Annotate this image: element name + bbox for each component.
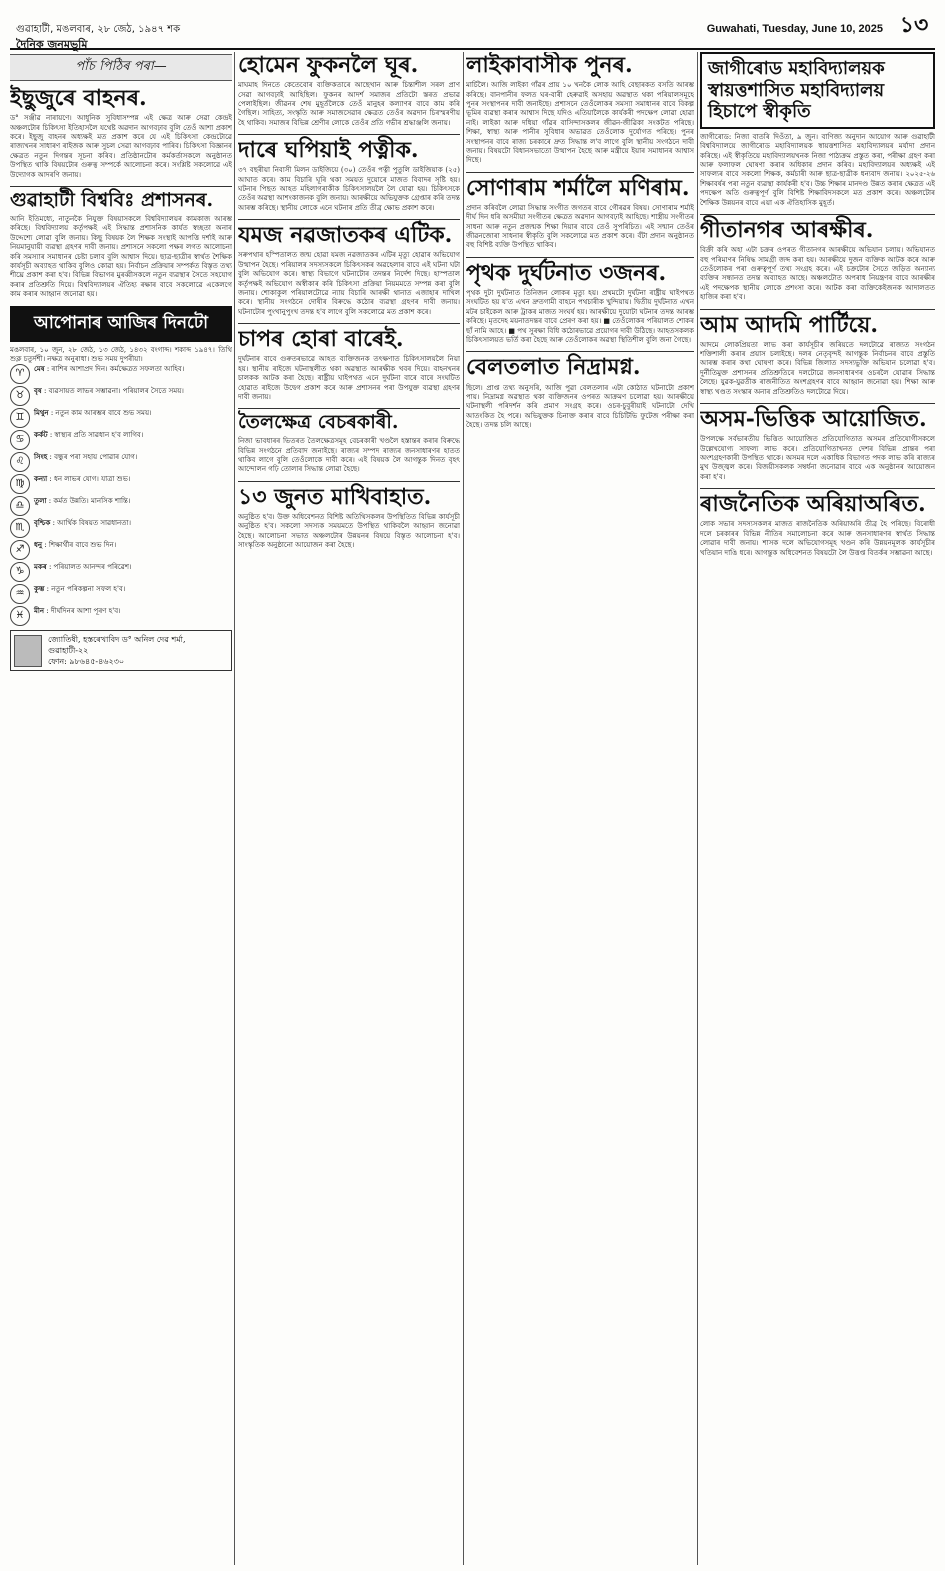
divider [700,488,935,489]
horoscope-text: মিথুন : নতুন কাম আৰম্ভৰ বাবে শুভ সময়। [34,408,152,418]
zodiac-name: সিংহ [34,452,48,462]
zodiac-forecast: আৰ্থিক বিষয়ত সাৱধানতা। [57,519,132,528]
horoscope-intro: মঙলবাৰ, ১০ জুন, ২৮ জেঠ, ১৩ জেঠ, ১৪৩২ বংগাব্দ। শকাব্দ ১৯৪৭। তিথি শুক্ল চতুৰ্দশী। নক্ষত্ৰ অনুৰাধা। শুভ সময় দুপৰীয়া। [10,345,232,363]
zodiac-icon: ♑ [10,562,30,582]
article-gu-admin [10,188,232,300]
article-laika [466,54,694,166]
headline: পৃথক দুৰ্ঘটনাত ৩জনৰ. [466,259,667,286]
horoscope-item [10,408,232,428]
masthead-date-english: Guwahati, Tuesday, June 10, 2025 [706,23,883,35]
zodiac-icon: ♈ [10,364,30,384]
headline: আম আদমি পাৰ্টিয়ে. [700,311,878,338]
zodiac-forecast: শিক্ষাৰ্থীৰ বাবে শুভ দিন। [48,541,117,550]
horoscope-text: মেষ : ৰাশিৰ আশাপ্ৰদ দিন। কৰ্মক্ষেত্ৰত সফলতা আহিব। [34,364,185,374]
horoscope-item [10,496,232,516]
headline: ইছুজুৰে বাহনৰ. [10,85,147,111]
zodiac-icon: ♍ [10,474,30,494]
zodiac-name: মেষ [34,364,45,374]
article-june13 [238,483,460,551]
zodiac-forecast: পৰিয়ালত আনন্দৰ পৰিৱেশ। [53,563,132,572]
horoscope-text: কন্যা : ধন লাভৰ যোগ। যাত্ৰা শুভ। [34,474,131,484]
divider [238,219,460,220]
horoscope-item [10,386,232,406]
zodiac-forecast: ধন লাভৰ যোগ। যাত্ৰা শুভ। [53,475,131,484]
headline: সোণাৰাম শৰ্মালৈ মণিৰাম. [466,174,690,201]
article-ichuju [10,87,232,180]
column-1 [10,52,232,1565]
horoscope-item [10,364,232,384]
horoscope-text: ধনু : শিক্ষাৰ্থীৰ বাবে শুভ দিন। [34,540,117,550]
headline: জাগীৰোড মহাবিদ্যালয়ক স্বায়ত্তশাসিত মহাবিদ্যালয় হিচাপে স্বীকৃতি [700,52,935,129]
horoscope-item [10,474,232,494]
horoscope-text: কৰ্কট : স্বাস্থ্যৰ প্ৰতি সাৱধান হ'ব লাগিব। [34,430,144,440]
horoscope-item [10,430,232,450]
astrologer-box [10,630,232,671]
headline: তৈলক্ষেত্ৰ বেচৰকাৰী. [238,411,399,434]
paper-name: দৈনিক জনমভূমি [16,38,88,51]
zodiac-forecast: ৰাশিৰ আশাপ্ৰদ দিন। কৰ্মক্ষেত্ৰত সফলতা আহিব। [51,365,185,374]
divider [238,481,460,482]
horoscope-text: বৃষ : ব্যৱসায়ত লাভৰ সম্ভাৱনা। পৰিয়ালৰ সৈতে সময়। [34,386,184,396]
horoscope-item [10,518,232,538]
headline: গীতানগৰ আৰক্ষীৰ. [700,217,874,244]
divider [238,323,460,324]
article-body: জাগীৰোড: নিজা বাতৰি দিওঁতা, ৯ জুন। বাণিজ্য অনুদান আয়োগ আৰু গুৱাহাটী বিশ্ববিদ্যালয়ে জাগীৰোড মহাবিদ্যালয়ক স্বায়ত্তশাসিত মহাবিদ্যালয়ৰ মৰ্যাদা প্ৰদান কৰিছে। এই স্বীকৃতিয়ে মহাবিদ্যালয়খনক নিজা পাঠ্যক্ৰম প্ৰস্তুত কৰা, পৰীক্ষা গ্ৰহণ কৰা আৰু ফলাফল ঘোষণা কৰাৰ অধিকাৰ প্ৰদান কৰিব। মহাবিদ্যালয়ৰ অধ্যক্ষই এই সাফল্যৰ বাবে সকলো শিক্ষক, কৰ্মচাৰী আৰু ছাত্ৰ-ছাত্ৰীক ধন্যবাদ জনায়। ২০২৫-২৬ শিক্ষাবৰ্ষৰ পৰা নতুন ব্যৱস্থা কাৰ্যকৰী হ'ব। উচ্চ শিক্ষাৰ মানদণ্ড উন্নত কৰাৰ ক্ষেত্ৰত এই পদক্ষেপ অতি গুৰুত্বপূৰ্ণ বুলি বিশিষ্ট শিক্ষাবিদসকলে মত প্ৰকাশ কৰে। অঞ্চলটোৰ শৈক্ষিক উন্নয়নৰ বাবে এয়া এক ঐতিহাসিক মুহূৰ্ত। [700,132,935,207]
zodiac-name: ধনু [34,540,43,550]
zodiac-name: তুলা [34,496,47,506]
divider [700,309,935,310]
article-oilfield [238,413,460,475]
divider [466,351,694,352]
article-body: দুৰ্ঘটনাৰ বাবে গুৰুতৰভাৱে আহত ব্যক্তিজনক তৎক্ষণাত চিকিৎসালয়লৈ নিয়া হয়। স্থানীয় ৰাইজে ঘটনাস্থলীত থকা অৱস্থাত আৰক্ষীক খবৰ দিয়ে। বাহনখনৰ চালকক আটক কৰা হৈছে। ৰাষ্ট্ৰীয় ঘাইপথত এনে দুৰ্ঘটনা বাৰে বাৰে সংঘটিত হোৱাত ৰাইজে উদ্বেগ প্ৰকাশ কৰে আৰু প্ৰশাসনৰ পৰা উপযুক্ত ব্যৱস্থা গ্ৰহণৰ দাবী জনায়। [238,355,460,401]
headline: চাপৰ হোৰা বাৰেই. [238,326,404,353]
column-4 [700,52,935,1565]
divider [238,134,460,135]
divider [466,257,694,258]
headline: দাৰে ঘপিয়াই পত্নীক. [238,137,419,164]
article-assam-based [700,408,935,482]
column-divider [463,52,464,1565]
zodiac-name: কন্যা [34,474,48,484]
article-body: অনুষ্ঠিত হ'ব। উক্ত অধিবেশনত বিশিষ্ট অতিথিসকলৰ উপস্থিতিত বিভিন্ন কাৰ্যসূচী অনুষ্ঠিত হ'ব। সকলো সদস্যক সময়মতে উপস্থিত থাকিবলৈ আহ্বান জনোৱা হৈছে। আলোচনা সভাত অঞ্চলটোৰ উন্নয়নৰ বিষয়ে বিস্তৃত আলোচনা হ'ব। সাংস্কৃতিক অনুষ্ঠানো আয়োজন কৰা হৈছে। [238,512,460,550]
zodiac-name: কৰ্কট [34,430,48,440]
divider [700,214,935,215]
horoscope-text: সিংহ : বন্ধুৰ পৰা সহায় পোৱাৰ যোগ। [34,452,138,462]
zodiac-forecast: বন্ধুৰ পৰা সহায় পোৱাৰ যোগ। [54,453,138,462]
zodiac-icon: ♒ [10,584,30,604]
article-geetanagar [700,219,935,303]
article-twins [238,224,460,317]
horoscope-heading: আপোনাৰ আজিৰ দিনটো [10,306,232,342]
article-dao [238,139,460,213]
zodiac-forecast: কৰ্মত উন্নতি। মানসিক শান্তি। [53,497,131,506]
zodiac-icon: ♊ [10,408,30,428]
divider [700,403,935,404]
article-body: ড° সঞ্জীৱ নাৰায়ণে। আধুনিক সুবিধাসম্পন্ন এই ক্ষেত্ৰ আৰু সেৱা কেন্দ্ৰই অঞ্চলটোৰ চিকিৎসা ইতিহাসলৈ যথেষ্ট অৱদান আগবঢ়াব বুলি তেওঁ আশা প্ৰকাশ কৰে। ইছুজু বাহনৰ অধ্যক্ষই মত প্ৰকাশ কৰে যে এই চিকিৎসা কেন্দ্ৰটোৱে ৰাজ্যখনৰ সাধাৰণ ৰাইজক আৰু সুচল সেৱা আগবঢ়াব পাৰিব। চিকিৎসা বিজ্ঞানৰ ক্ষেত্ৰত নতুন দিগন্তৰ সূচনা কৰিব। প্ৰতিষ্ঠানটোৰ কৰ্মকৰ্তাসকলে অনুষ্ঠানত উপস্থিত থাকি বিষয়টোৰ গুৰুত্ব সম্পৰ্কে আলোচনা কৰে। সংশ্লিষ্ট সকলোৱে এই উদ্যোগক আদৰণি জনায়। [10,114,232,179]
zodiac-icon: ♋ [10,430,30,450]
zodiac-name: কুম্ভ [34,584,45,594]
article-body: ৩৭ বছৰীয়া নিবাসী মিলন ডাইজিয়ে (৩০) তেওঁৰ পত্নী পুতুলি ডাইজিয়াক (২৫) আঘাত কৰে। কাম বিচাৰি ঘূৰি থকা সময়ত দুয়োৰে মাজত বিবাদৰ সৃষ্টি হয়। ঘটনাৰ পিছত আহত মহিলাগৰাকীক চিকিৎসালয়লৈ লৈ যোৱা হয়। চিকিৎসকে তেওঁৰ অৱস্থা আশংকাজনক বুলি জনায়। আৰক্ষীয়ে অভিযুক্তক গ্ৰেপ্তাৰ কৰি তদন্ত আৰম্ভ কৰিছে। স্থানীয় লোকে এনে ঘটনাৰ প্ৰতি তীব্ৰ ক্ষোভ প্ৰকাশ কৰে। [238,166,460,212]
column-2 [238,52,460,1565]
article-chapor [238,328,460,402]
zodiac-name: মিথুন [34,408,49,418]
horoscope-item [10,584,232,604]
article-political [700,493,935,558]
headline: হোমেন ফুকনলৈ ঘূৰ. [238,52,419,78]
headline: বেলতলাত নিদ্ৰামগ্ন. [466,354,641,381]
horoscope-item [10,540,232,560]
article-body: লোক সভাৰ সদস্যসকলৰ মাজত ৰাজনৈতিক অৰিয়াঅৰি তীব্ৰ হৈ পৰিছে। বিৰোধী দলে চৰকাৰৰ বিভিন্ন নীতিৰ সমালোচনা কৰে আৰু জনসাধাৰণৰ স্বাৰ্থত সিদ্ধান্ত লোৱাৰ দাবী জনায়। শাসক দলে অভিযোগসমূহ খণ্ডন কৰি উন্নয়নমূলক কাৰ্যসূচীৰ খতিয়ান দাঙি ধৰে। আগন্তুক অধিবেশনত বিষয়টো লৈ উত্তপ্ত বিতৰ্কৰ সম্ভাৱনা আছে। [700,520,935,557]
headline: অসম-ভিত্তিক আয়োজিত. [700,406,927,433]
zodiac-icon: ♎ [10,496,30,516]
zodiac-name: মীন [34,606,45,616]
article-body: আনি ইতিমধ্যে, নাতুনকৈ নিযুক্ত বিষয়াসকলে বিশ্ববিদ্যালয়ৰ কামকাজ আৰম্ভ কৰিছে। বিশ্ববিদ্যালয় কৰ্তৃপক্ষই এই সিদ্ধান্ত প্ৰশাসনিক কাৰ্যত স্বচ্ছতা অনাৰ উদ্দেশ্যে লোৱা বুলি জনায়। কিছু বিষয়ক লৈ শিক্ষক সংস্থাই আপত্তি দৰ্শাই আৰু নিয়মানুযায়ী ব্যৱস্থা গ্ৰহণৰ দাবী জনায়। প্ৰশাসনে সকলো পক্ষৰ লগত আলোচনা কৰি সমস্যাৰ সমাধানৰ চেষ্টা চলাব বুলি আশ্বাস দিয়ে। ছাত্ৰ-ছাত্ৰীৰ স্বাৰ্থত শৈক্ষিক কাৰ্যসূচী অব্যাহত থাকিব বুলিও কোৱা হয়। নিৰ্বাচন প্ৰক্ৰিয়াৰ সম্পৰ্কত বিস্তৃত তথ্য শীঘ্ৰে প্ৰকাশ কৰা হ'ব। বিভিন্ন বিভাগৰ মুৰব্বীসকলে নতুন ব্যৱস্থাৰ সৈতে সহযোগ কৰাৰ প্ৰতিশ্ৰুতি দিয়ে। বিশ্ববিদ্যালয়ৰ ঐতিহ্য ৰক্ষাৰ বাবে সকলোৱে একেলগে কাম কৰাৰ আহ্বান জনোৱা হয়। [10,214,232,299]
article-body: উপলক্ষে সৰ্বভাৰতীয় ভিত্তিত আয়োজিত প্ৰতিযোগিতাত অসমৰ প্ৰতিযোগীসকলে উল্লেখযোগ্য সাফল্য লাভ কৰে। প্ৰতিযোগিতাখনত দেশৰ বিভিন্ন প্ৰান্তৰ পৰা অংশগ্ৰহণকাৰী উপস্থিত থাকে। অসমৰ দলে একাধিক বিভাগত পদক লাভ কৰি ৰাজ্যৰ মুখ উজ্জ্বল কৰে। বিজয়ীসকলক সম্বৰ্ধনা জনোৱাৰ বাবে এক অনুষ্ঠানৰ আয়োজন কৰা হ'ব। [700,435,935,481]
horoscope-text: মকৰ : পৰিয়ালত আনন্দৰ পৰিৱেশ। [34,562,132,572]
zodiac-icon: ♐ [10,540,30,560]
headline: লাইকাবাসীক পুনৰ. [466,52,633,78]
horoscope-list [10,364,232,626]
article-body: প্ৰদান কৰিবলৈ লোৱা সিদ্ধান্ত সংগীত জগতৰ বাবে গৌৰৱৰ বিষয়। সোণাৰাম শৰ্মাই দীৰ্ঘ দিন ধৰি অসমীয়া সংগীতৰ ক্ষেত্ৰত অৱদান আগবঢ়াই আহিছে। শাস্ত্ৰীয় সংগীতৰ সাধনা আৰু নতুন প্ৰজন্মক শিক্ষা দিয়াৰ বাবে তেওঁ সুপৰিচিত। এই সন্মান তেওঁৰ জীৱনজোৰা সাধনাৰ স্বীকৃতি বুলি সকলোৱে মত প্ৰকাশ কৰে। বঁটা প্ৰদান অনুষ্ঠানত বহু বিশিষ্ট ব্যক্তি উপস্থিত থাকিব। [466,203,694,250]
zodiac-icon: ♉ [10,386,30,406]
zodiac-forecast: নতুন পৰিকল্পনা সফল হ'ব। [51,585,126,594]
zodiac-forecast: নতুন কাম আৰম্ভৰ বাবে শুভ সময়। [55,409,152,418]
horoscope-item [10,562,232,582]
zodiac-name: বৃষ [34,386,42,396]
horoscope-text: বৃশ্চিক : আৰ্থিক বিষয়ত সাৱধানতা। [34,518,132,528]
headline: যমজ নৱজাতকৰ এটিক. [238,222,453,249]
article-beltola [466,356,694,430]
horoscope-item [10,606,232,626]
horoscope-text: তুলা : কৰ্মত উন্নতি। মানসিক শান্তি। [34,496,131,506]
divider [466,172,694,173]
article-body: নিজা ভাবধাৰৰ ভিতৰত তৈলক্ষেত্ৰসমূহ বেচৰকাৰী খণ্ডলৈ হস্তান্তৰ কৰাৰ বিৰুদ্ধে বিভিন্ন সংগঠনে প্ৰতিবাদ জনাইছে। ৰাজ্যৰ সম্পদ ৰাজ্যৰ জনসাধাৰণৰ হাতত থাকিব লাগে বুলি তেওঁলোকে দাবী কৰে। এই বিষয়ক লৈ আগন্তুক দিনত বৃহৎ আন্দোলন গঢ়ি তোলাৰ সিদ্ধান্ত লোৱা হৈছে। [238,437,460,474]
column-divider [234,52,235,1565]
article-accidents [466,259,694,346]
article-homen [238,54,460,128]
article-body: সৰুপথাৰ হস্পিতালত জন্ম হোৱা যমজ নৱজাতকৰ এটিৰ মৃত্যু হোৱাৰ অভিযোগ উত্থাপন হৈছে। পৰিয়ালৰ সদস্যসকলে চিকিৎসকৰ অৱহেলাৰ বাবে এই ঘটনা ঘটা বুলি অভিযোগ কৰে। স্বাস্থ্য বিভাগে ঘটনাটোৰ তদন্তৰ নিৰ্দেশ দিছে। হাস্পতাল কৰ্তৃপক্ষই অভিযোগ অস্বীকাৰ কৰি চিকিৎসা প্ৰক্ৰিয়া নিয়মমতে সম্পন্ন কৰা বুলি জনায়। শোকাকুল পৰিয়ালটোৱে ন্যায় বিচাৰি আৰক্ষী থানাত এজাহাৰ দাখিল কৰে। স্থানীয় সংগঠনে দোষীৰ বিৰুদ্ধে কঠোৰ ব্যৱস্থা গ্ৰহণৰ দাবী জনায়। ঘটনাটোৰ পুংখানুপুংখ তদন্ত হ'ব লাগে বুলি সকলোৱে মত প্ৰকাশ কৰে। [238,251,460,316]
article-body: ছিলে। প্ৰাপ্ত তথ্য অনুসৰি, আজি পুৱা বেলতলাৰ এটা কোঠাত ঘটনাটো প্ৰকাশ পায়। নিদ্ৰামগ্ন অৱস্থাত থকা ব্যক্তিজনৰ ওপৰত আক্ৰমণ চলোৱা হয়। আৰক্ষীয়ে ঘটনাস্থলী পৰিদৰ্শন কৰি প্ৰমাণ সংগ্ৰহ কৰে। ওচৰ-চুবুৰীয়াই ঘটনাটো দেখি আতংকিত হৈ পৰে। অভিযুক্তক চিনাক্ত কৰাৰ বাবে চিচিটিভি ফুটেজ পৰীক্ষা কৰা হৈছে। তদন্ত চলি আছে। [466,383,694,430]
article-jagiroad [700,52,935,208]
article-sonaram [466,174,694,251]
masthead [10,8,935,50]
article-body: মাৰ্চিলৈ। আজি লাইকা গাঁৱৰ প্ৰায় ১০ খনকৈ লোক আহি বেছাৰকত বসতি আৰম্ভ কৰিছে। বানপানীৰ ফলত ঘৰ-বাৰী হেৰুৱাই অসহায় অৱস্থাত থকা পৰিয়ালসমূহে পুনৰ সংস্থাপনৰ দাবী জনাইছে। প্ৰশাসনে তেওঁলোকৰ সমস্যা সমাধানৰ বাবে বিকল্প ভূমিৰ ব্যৱস্থা কৰাৰ আশ্বাস দিছে যদিও এতিয়ালৈকে কাৰ্যকৰী পদক্ষেপ লোৱা হোৱা নাই। লাইকা আৰু দধিয়া গাঁৱৰ বাসিন্দাসকলৰ জীৱন-জীৱিকা সংকটত পৰিছে। শিক্ষা, স্বাস্থ্য আৰু পানীৰ সুবিধাৰ অভাৱত তেওঁলোক দুৰ্যোগত পৰিছে। পুনৰ সংস্থাপনৰ বাবে ৰাজ্য চৰকাৰে দ্ৰুত সিদ্ধান্ত ল'ব লাগে বুলি স্থানীয় সংগঠনে দাবী জনায়। বিষয়টো বিধানসভাতো উত্থাপন হৈছে আৰু মন্ত্ৰীয়ে ইয়াৰ সমাধানৰ আশ্বাস দিছে। [466,81,694,165]
horoscope-text: কুম্ভ : নতুন পৰিকল্পনা সফল হ'ব। [34,584,126,594]
horoscope-item [10,452,232,472]
masthead-date-local: গুৱাহাটী, মঙলবাৰ, ২৮ জেঠ, ১৯৪৭ শক [16,24,181,35]
page-number: ১৩ [899,13,929,38]
headline: গুৱাহাটী বিশ্ববিঃ প্ৰশাসনৰ. [10,188,214,211]
astrologer-photo [14,635,42,667]
zodiac-name: মকৰ [34,562,47,572]
divider [10,186,232,187]
article-body: পৃথক দুটা দুৰ্ঘটনাত তিনিজন লোকৰ মৃত্যু হয়। প্ৰথমটো দুৰ্ঘটনা ৰাষ্ট্ৰীয় ঘাইপথত সংঘটিত হয় য'ত এখন দ্ৰুতগামী বাহনে পথচাৰীক খুন্দিয়ায়। দ্বিতীয় দুৰ্ঘটনাত এখন মটৰ চাইকেল আৰু ট্ৰাকৰ মাজত সংঘৰ্ষ হয়। আৰক্ষীয়ে দুয়োটা ঘটনাৰ তদন্ত আৰম্ভ কৰিছে। মৃতদেহ ময়নাতদন্তৰ বাবে প্ৰেৰণ কৰা হয়। ■ তেওঁলোকৰ পৰিয়ালত শোকৰ ছাঁ নামি আহে। ■ পথ সুৰক্ষা বিধি কঠোৰভাৱে প্ৰয়োগৰ দাবী উঠিছে। আহতসকলক চিকিৎসালয়ত ভৰ্তি কৰা হৈছে আৰু তেওঁলোকৰ অৱস্থা স্থিতিশীল বুলি জনা গৈছে। [466,288,694,344]
divider [238,408,460,409]
article-body: মাঘমাহ দিনতে কেতেবোৰ ব্যক্তিকতাৰে আছেখান আৰু চিন্তাশীল সৰল প্ৰাণ সেৱা আগবঢ়াই আহিছিল। ফুকনৰ আদৰ্শ সমাজৰ প্ৰতিটো স্তৰত প্ৰভাৱ পেলাইছিল। জীৱনৰ শেষ মুহূৰ্তলৈকে তেওঁ মানুহৰ কল্যাণৰ বাবে কাম কৰি গৈছিল। সাহিত্য, সংস্কৃতি আৰু সমাজসেৱাৰ ক্ষেত্ৰত তেওঁৰ অৱদান চিৰস্মৰণীয় হৈ থাকিব। সমাজৰ বিভিন্ন শ্ৰেণীৰ লোকে তেওঁৰ প্ৰতি গভীৰ শ্ৰদ্ধাঞ্জলি জনায়। [238,81,460,127]
article-aap [700,311,935,398]
headline: ১৩ জুনত মাখিবাহাত. [238,483,432,510]
column-3 [466,52,694,1565]
horoscope-text: মীন : দীৰ্ঘদিনৰ আশা পূৰণ হ'ব। [34,606,121,616]
continued-strap: পাঁচ পিঠিৰ পৰা— [10,54,232,81]
column-divider [697,52,698,1565]
article-body: বিক্ৰী কৰি অহা এটা চক্ৰৰ ওপৰত গীতানগৰ আৰক্ষীয়ে অভিযান চলায়। অভিযানত বহু পৰিমাণৰ নিষিদ্ধ সামগ্ৰী জব্দ কৰা হয়। আৰক্ষীয়ে দুজন ব্যক্তিক আটক কৰে আৰু তেওঁলোকৰ পৰা গুৰুত্বপূৰ্ণ তথ্য সংগ্ৰহ কৰে। এই চক্ৰটোৰ সৈতে জড়িত অন্যান্য ব্যক্তিৰ সন্ধানত তদন্ত অব্যাহত আছে। অঞ্চলটোত অপৰাধ নিয়ন্ত্ৰণৰ বাবে আৰক্ষীৰ এই পদক্ষেপক স্থানীয় লোকে প্ৰশংসা কৰে। আটক কৰা ব্যক্তিকেইজনক আদালতত হাজিৰ কৰা হ'ব। [700,246,935,302]
zodiac-forecast: ব্যৱসায়ত লাভৰ সম্ভাৱনা। পৰিয়ালৰ সৈতে সময়। [48,387,184,396]
zodiac-forecast: দীৰ্ঘদিনৰ আশা পূৰণ হ'ব। [50,607,121,616]
headline: ৰাজনৈতিক অৰিয়াঅৰিত. [700,491,926,518]
astrologer-phone: ফোন: ৯৮৬৪৫-৪৬২৩০ [48,657,125,667]
zodiac-icon: ♏ [10,518,30,538]
zodiac-icon: ♓ [10,606,30,626]
zodiac-forecast: স্বাস্থ্যৰ প্ৰতি সাৱধান হ'ব লাগিব। [54,431,144,440]
zodiac-icon: ♌ [10,452,30,472]
zodiac-name: বৃশ্চিক [34,518,51,528]
article-body: আদমে লোকপ্ৰিয়তা লাভ কৰা কাৰ্যসূচীৰ জৰিয়তে দলটোৱে ৰাজ্যত সংগঠন শক্তিশালী কৰাৰ প্ৰয়াস চলাইছে। দলৰ নেতৃবৃন্দই আগন্তুক নিৰ্বাচনৰ বাবে প্ৰস্তুতি আৰম্ভ কৰাৰ কথা ঘোষণা কৰে। বিভিন্ন জিলাত সদস্যভুক্তি অভিযান চলোৱা হ'ব। দুৰ্নীতিমুক্ত প্ৰশাসনৰ প্ৰতিশ্ৰুতিৰে দলটোৱে জনসাধাৰণৰ ওচৰলৈ যোৱাৰ সিদ্ধান্ত লৈছে। যুৱক-যুৱতীক ৰাজনীতিত অংশগ্ৰহণৰ বাবে আহ্বান জনোৱা হয়। শিক্ষা আৰু স্বাস্থ্য খণ্ডত সংস্কাৰ অনাৰ প্ৰতিশ্ৰুতিও দলটোৱে দিয়ে। [700,340,935,396]
astrologer-name: জ্যোতিষী, হস্তৰেখাবিদ ড° অনিল দেৱ শৰ্মা, গুৱাহাটী-২২ [48,635,186,656]
